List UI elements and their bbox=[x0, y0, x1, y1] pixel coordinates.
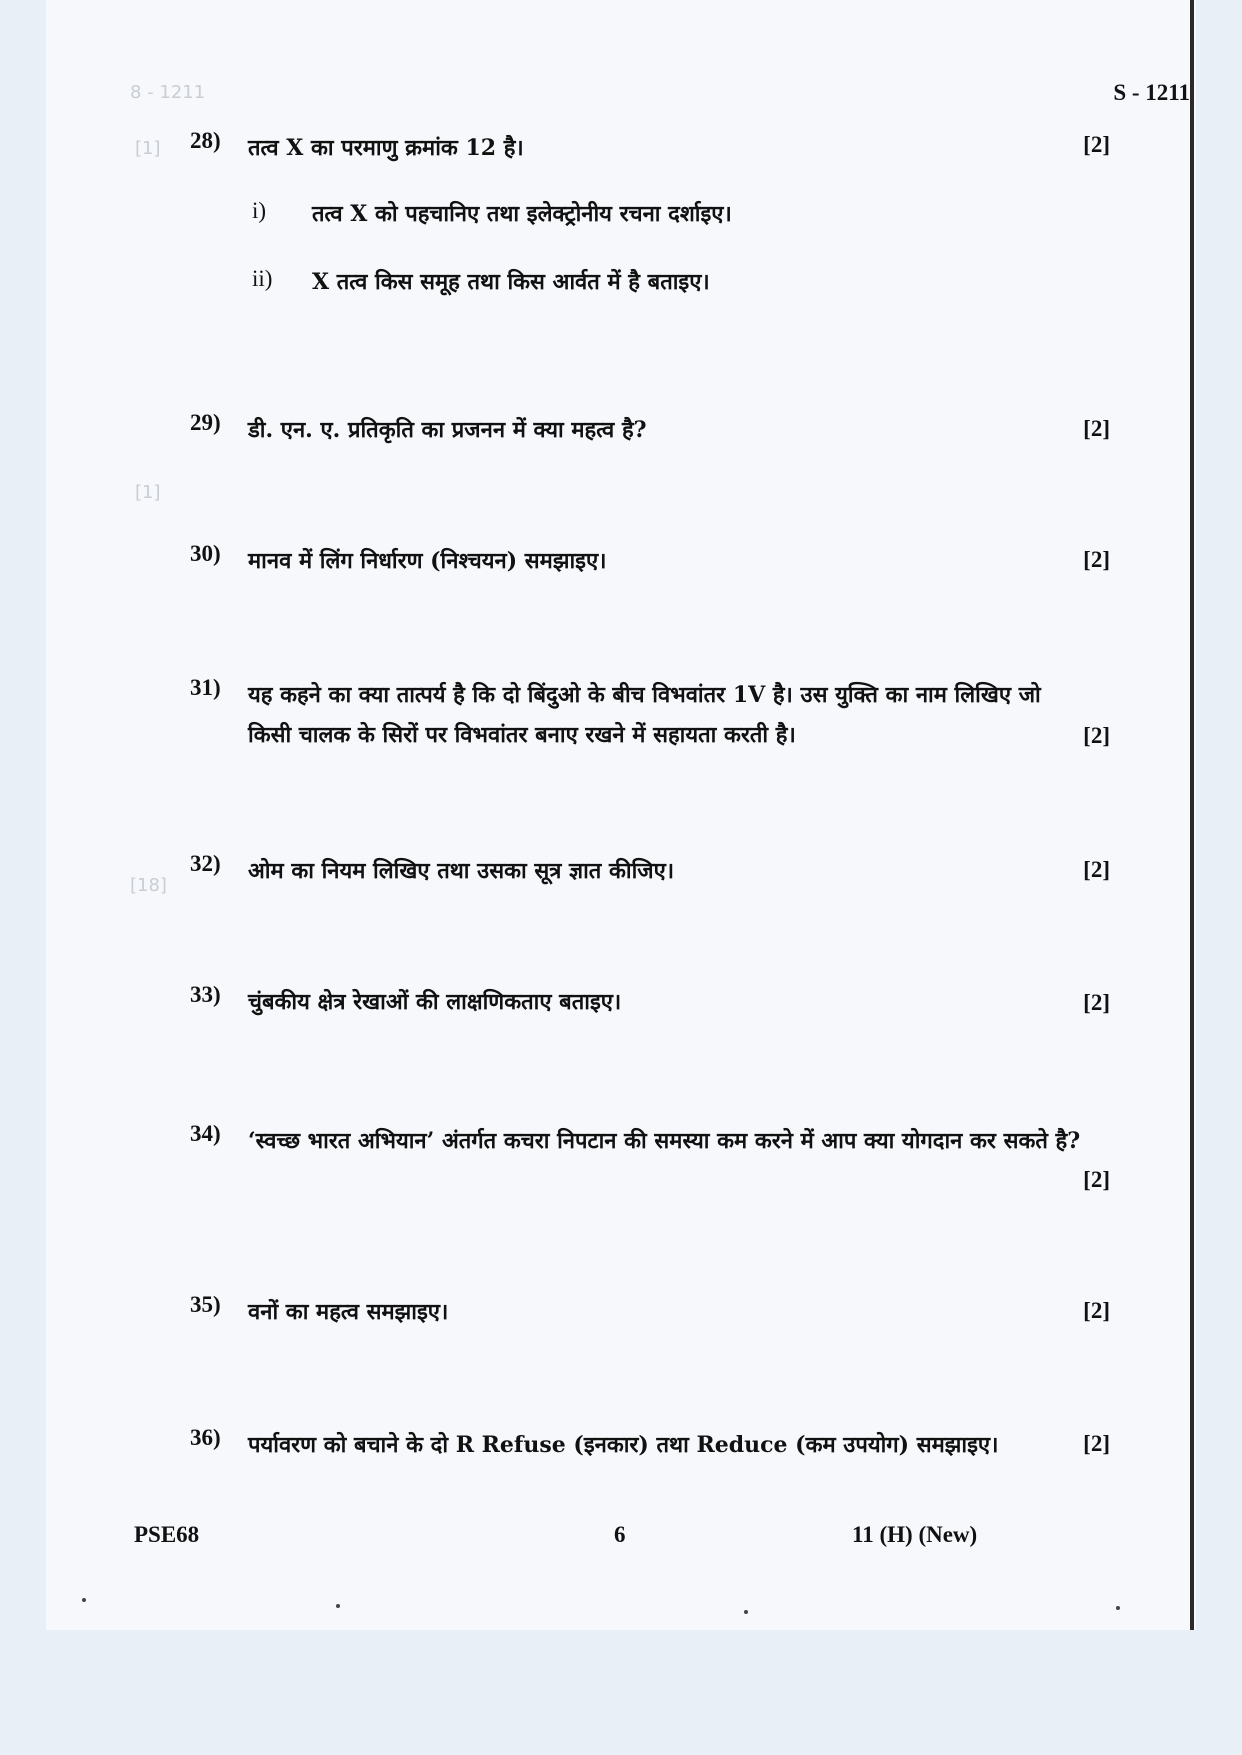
question-text: तत्व X का परमाणु क्रमांक 12 है। bbox=[248, 135, 524, 161]
question-marks: [2] bbox=[1083, 723, 1110, 748]
question-marks: [2] bbox=[1083, 1431, 1110, 1456]
question-marks: [2] bbox=[1083, 857, 1110, 882]
show-through-text: [18] bbox=[130, 875, 167, 896]
show-through-text: 8 - 1211 bbox=[130, 82, 206, 103]
question-text: डी. एन. ए. प्रतिकृति का प्रजनन में क्या महत्व है? bbox=[248, 417, 647, 443]
question-text: पर्यावरण को बचाने के दो R Refuse (इनकार) तथा Reduce (कम उपयोग) समझाइए। bbox=[248, 1432, 999, 1458]
paper-sheet bbox=[46, 0, 1196, 1630]
scan-speck bbox=[744, 1610, 748, 1614]
question-text: चुंबकीय क्षेत्र रेखाओं की लाक्षणिकताए बताइए। bbox=[248, 989, 622, 1015]
question-number: 36) bbox=[190, 1425, 221, 1450]
question-marks: [2] bbox=[1083, 132, 1110, 157]
question-33 bbox=[190, 982, 1110, 1022]
page-number: 6 bbox=[614, 1522, 626, 1547]
show-through-text: [1] bbox=[135, 138, 161, 159]
question-number: 33) bbox=[190, 982, 221, 1007]
footer-code: PSE68 bbox=[134, 1522, 200, 1547]
question-28 bbox=[190, 128, 1110, 168]
scan-speck bbox=[1116, 1606, 1120, 1610]
question-number: 31) bbox=[190, 675, 221, 700]
question-text: यह कहने का क्या तात्पर्य है कि दो बिंदुओ के बीच विभवांतर 1V है। उस युक्ति का नाम लिखिए जो किसी चालक के सिरों पर विभवांतर बनाए रखने में सहायता करती है। bbox=[248, 682, 1041, 748]
question-number: 28) bbox=[190, 128, 221, 153]
question-31 bbox=[190, 675, 1110, 755]
part-number: ii) bbox=[252, 266, 273, 291]
question-30 bbox=[190, 541, 1110, 581]
question-text: मानव में लिंग निर्धारण (निश्चयन) समझाइए। bbox=[248, 548, 607, 574]
question-marks: [2] bbox=[1083, 1298, 1110, 1323]
question-number: 35) bbox=[190, 1292, 221, 1317]
scan-speck bbox=[82, 1598, 86, 1602]
question-35 bbox=[190, 1292, 1110, 1332]
question-marks: [2] bbox=[1083, 547, 1110, 572]
question-text: ‘स्वच्छ भारत अभियान’ अंतर्गत कचरा निपटान की समस्या कम करने में आप क्या योगदान कर सकते है? bbox=[248, 1128, 1081, 1154]
part-text: तत्व X को पहचानिए तथा इलेक्ट्रोनीय रचना दर्शाइए। bbox=[312, 201, 732, 227]
question-marks: [2] bbox=[1083, 416, 1110, 441]
question-marks: [2] bbox=[1083, 1167, 1110, 1192]
question-text: वनों का महत्व समझाइए। bbox=[248, 1299, 449, 1325]
question-29 bbox=[190, 410, 1110, 450]
question-number: 32) bbox=[190, 851, 221, 876]
question-marks: [2] bbox=[1083, 990, 1110, 1015]
question-text: ओम का नियम लिखिए तथा उसका सूत्र ज्ञात कीजिए। bbox=[248, 858, 675, 884]
paper-code: S - 1211 bbox=[1113, 80, 1190, 105]
part-number: i) bbox=[252, 198, 267, 223]
question-34 bbox=[190, 1121, 1110, 1201]
question-number: 34) bbox=[190, 1121, 221, 1146]
part-text: X तत्व किस समूह तथा किस आर्वत में है बताइए। bbox=[312, 269, 710, 295]
scan-speck bbox=[336, 1604, 340, 1608]
question-36 bbox=[190, 1425, 1110, 1465]
page-edge-shadow bbox=[1190, 0, 1194, 1630]
question-32 bbox=[190, 851, 1110, 891]
footer-subject: 11 (H) (New) bbox=[852, 1522, 978, 1547]
show-through-text: [1] bbox=[135, 482, 161, 503]
question-number: 29) bbox=[190, 410, 221, 435]
question-number: 30) bbox=[190, 541, 221, 566]
